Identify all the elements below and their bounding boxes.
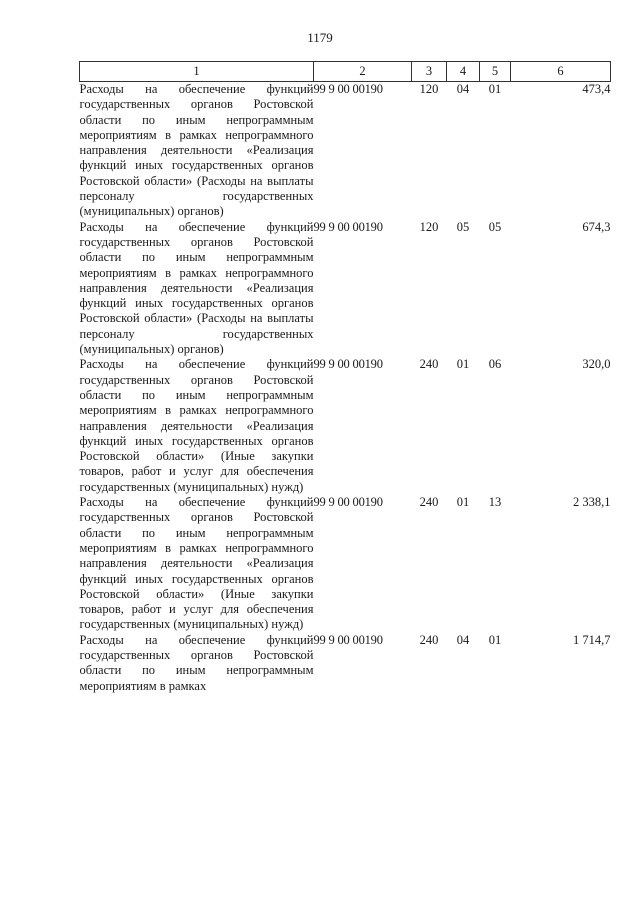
row-subsection: 01 xyxy=(488,82,502,96)
row-description: Расходы на обеспечение функций государственных органов Ростовской области по иным непрограммным мероприятиям в рамках непрограммного направления деятельности «Реализация функций иных государственных органов Ростовской области» (Расходы на выплаты персоналу государственных (муниципальных) органов) xyxy=(79,82,314,219)
col-header-section: 4 xyxy=(447,62,480,82)
row-target-code: 99 9 00 00190 xyxy=(313,219,383,234)
row-expense-type: 240 xyxy=(419,495,439,510)
table-header-row xyxy=(80,62,611,82)
row-expense-type: 240 xyxy=(419,357,439,372)
col-header-amount: 6 xyxy=(511,62,611,82)
row-expense-type: 240 xyxy=(419,632,439,647)
row-target-code: 99 9 00 00190 xyxy=(313,495,383,510)
row-amount: 674,3 xyxy=(582,219,611,234)
row-amount: 1 714,7 xyxy=(573,632,611,647)
row-target-code: 99 9 00 00190 xyxy=(313,357,383,372)
row-subsection: 13 xyxy=(488,495,502,510)
row-section: 01 xyxy=(456,495,470,510)
table-row xyxy=(80,633,611,694)
row-section: 04 xyxy=(456,82,470,96)
col-header-target-code: 2 xyxy=(314,62,412,82)
table-row xyxy=(80,82,611,220)
row-subsection: 06 xyxy=(488,357,502,372)
table-row xyxy=(80,495,611,633)
row-target-code: 99 9 00 00190 xyxy=(313,632,383,647)
row-amount: 2 338,1 xyxy=(573,495,611,510)
col-header-subsection: 5 xyxy=(480,62,511,82)
col-header-expense-type: 3 xyxy=(412,62,447,82)
row-section: 04 xyxy=(456,632,470,647)
row-description: Расходы на обеспечение функций государственных органов Ростовской области по иным непрограммным мероприятиям в рамках xyxy=(79,632,314,693)
row-subsection: 01 xyxy=(488,632,502,647)
table-row xyxy=(80,357,611,495)
row-target-code: 99 9 00 00190 xyxy=(313,82,383,96)
row-expense-type: 120 xyxy=(419,219,439,234)
budget-table xyxy=(79,61,611,694)
row-description: Расходы на обеспечение функций государственных органов Ростовской области по иным непрограммным мероприятиям в рамках непрограммного направления деятельности «Реализация функций иных государственных органов Ростовской области» (Иные закупки товаров, работ и услуг для обеспечения государственных (муниципальных) нужд) xyxy=(79,357,314,494)
row-description: Расходы на обеспечение функций государственных органов Ростовской области по иным непрограммным мероприятиям в рамках непрограммного направления деятельности «Реализация функций иных государственных органов Ростовской области» (Иные закупки товаров, работ и услуг для обеспечения государственных (муниципальных) нужд) xyxy=(79,495,314,632)
col-header-description: 1 xyxy=(80,62,314,82)
table-row xyxy=(80,220,611,358)
row-section: 05 xyxy=(456,219,470,234)
row-description: Расходы на обеспечение функций государственных органов Ростовской области по иным непрограммным мероприятиям в рамках непрограммного направления деятельности «Реализация функций иных государственных органов Ростовской области» (Расходы на выплаты персоналу государственных (муниципальных) органов) xyxy=(79,219,314,357)
row-amount: 473,4 xyxy=(582,82,611,96)
row-subsection: 05 xyxy=(488,219,502,234)
row-amount: 320,0 xyxy=(582,357,611,372)
row-section: 01 xyxy=(456,357,470,372)
page-number: 1179 xyxy=(307,30,333,45)
row-expense-type: 120 xyxy=(419,82,439,96)
